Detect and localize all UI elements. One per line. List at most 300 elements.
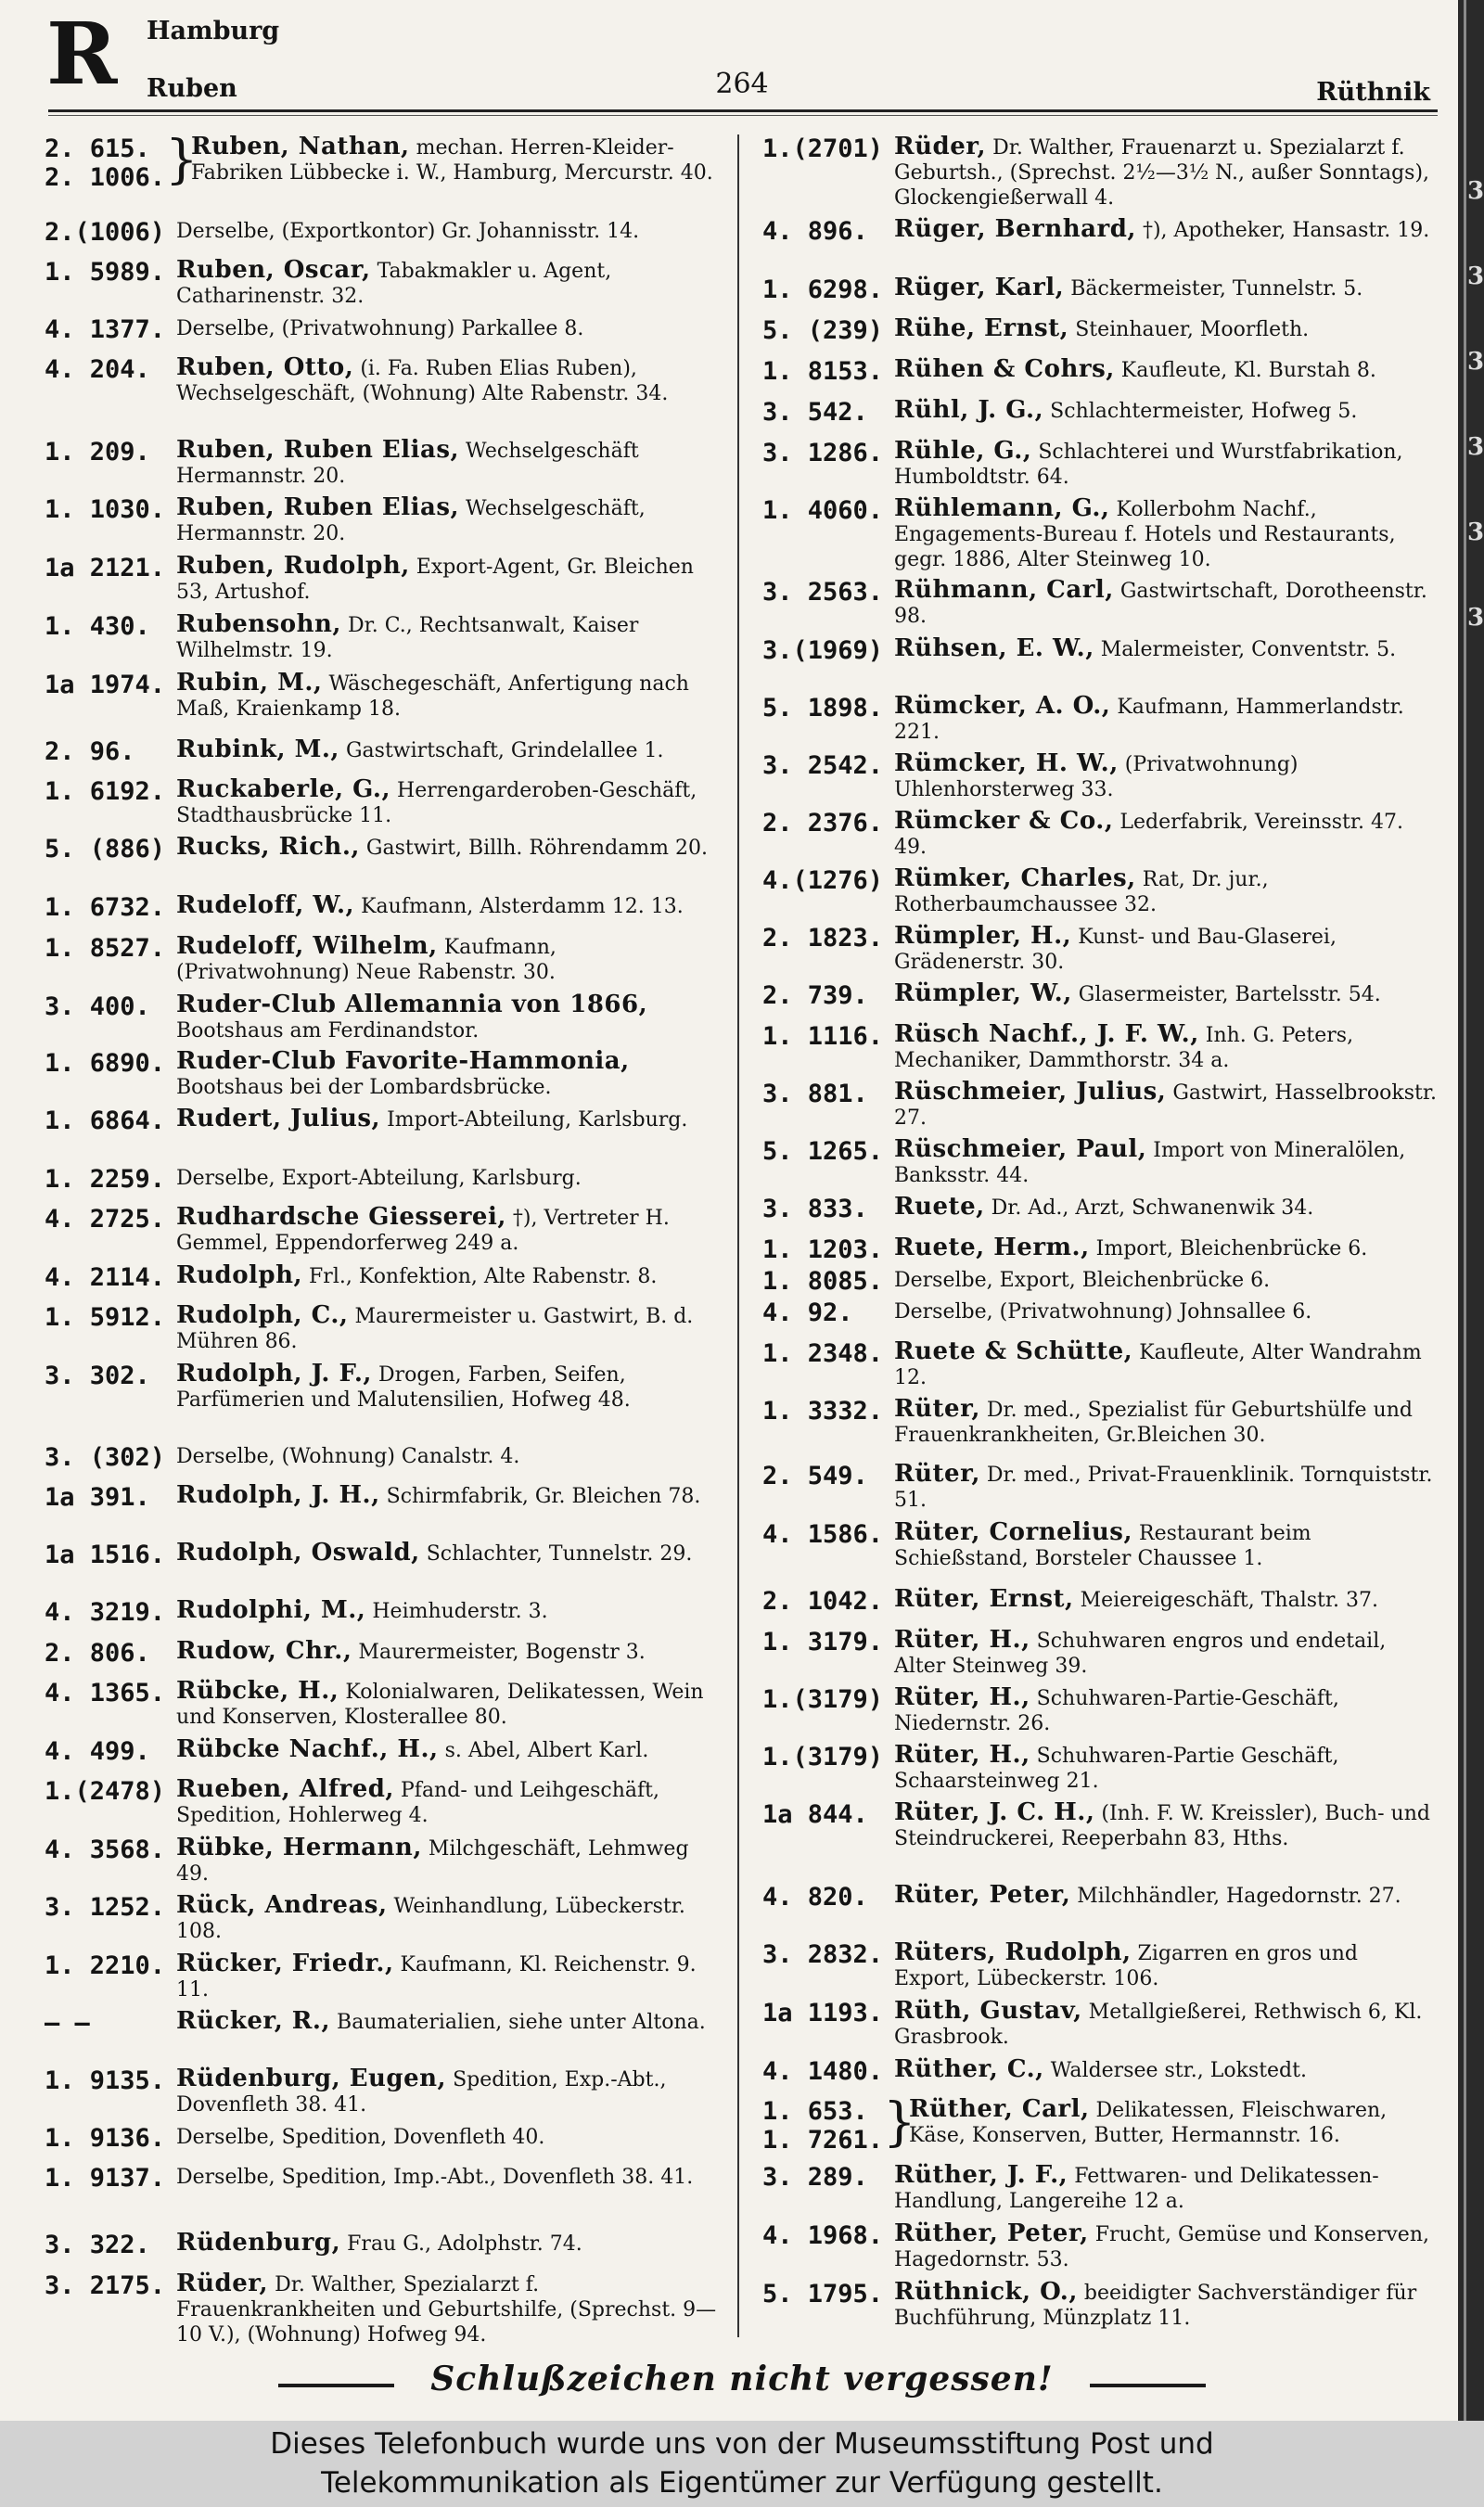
entry-text xyxy=(894,316,1438,342)
entry-text xyxy=(894,2221,1438,2272)
entry-name: Rümker, Charles, xyxy=(894,864,1136,892)
phone-number xyxy=(762,1339,905,1368)
phone-number xyxy=(762,1462,905,1490)
phone-number xyxy=(762,2163,905,2192)
phone-number-line: 1. 9136. xyxy=(45,2124,166,2153)
entry-text xyxy=(894,924,1438,975)
phone-number-line: 3. 2832. xyxy=(762,1940,884,1969)
entry-text xyxy=(894,2163,1438,2214)
phone-number xyxy=(762,1235,905,1264)
entry-name: Ruben, Ruben Elias, xyxy=(176,493,460,521)
footer-rule-right xyxy=(1090,2384,1206,2387)
entry-details: mechan. Herren-Kleider-Fabriken Lübbecke i. W., Hamburg, Mercurstr. 40. xyxy=(191,136,713,185)
entry-text xyxy=(176,835,720,861)
phone-number-line: 4. 896. xyxy=(762,217,868,246)
entry-text xyxy=(176,1679,720,1730)
phone-number-line: 2. 739. xyxy=(762,981,868,1010)
phone-number-line: 5. 1898. xyxy=(762,694,884,723)
phone-number xyxy=(45,1483,187,1512)
entry-name: Rubin, M., xyxy=(176,669,323,697)
phone-number xyxy=(762,1195,905,1223)
phone-number-line: 1. 8527. xyxy=(45,934,166,963)
footer-slogan: Schlußzeichen nicht vergessen! xyxy=(430,2360,1054,2398)
entry-details: Milchgeschäft, Lehmweg 49. xyxy=(176,1837,689,1886)
entry-details: Kaufmann, (Privatwohnung) Neue Rabenstr. 30. xyxy=(176,936,556,984)
entry-text xyxy=(176,1777,720,1828)
entry-details: Rat, Dr. jur., Rotherbaumchaussee 32. xyxy=(894,868,1269,916)
entry-details: Spedition, Exp.-Abt., Dovenfleth 38. 41. xyxy=(176,2068,667,2117)
phone-number-line: 5. 1265. xyxy=(762,1137,884,1166)
entry-text xyxy=(176,992,720,1043)
phone-number-line: 2. 1823. xyxy=(762,924,884,953)
phone-number-line: 2. 1042. xyxy=(762,1587,884,1616)
entry-text xyxy=(176,1049,720,1100)
phone-number-line: 1. 4060. xyxy=(762,496,884,525)
entry-text xyxy=(176,1483,720,1509)
entry-name: Rüsch Nachf., J. F. W., xyxy=(894,1020,1199,1048)
entry-name: Rubink, M., xyxy=(176,735,339,763)
entry-details: Derselbe, Export-Abteilung, Karlsburg. xyxy=(176,1167,582,1190)
entry-name: Rüter, xyxy=(894,1395,980,1423)
phone-number xyxy=(762,1743,905,1772)
entry-details: Schlachter, Tunnelstr. 29. xyxy=(426,1542,693,1566)
phone-number-line: 1a 1193. xyxy=(762,1999,884,2027)
entry-details: †), Vertreter H. Gemmel, Eppendorferweg 249 a. xyxy=(176,1207,670,1255)
phone-number-line: 3. 1286. xyxy=(762,439,884,467)
entry-text xyxy=(894,1235,1438,1261)
entry-text xyxy=(176,2271,720,2347)
entry-name: Rudolph, xyxy=(176,1261,303,1289)
phone-number xyxy=(45,893,187,922)
entry-text xyxy=(176,355,720,406)
phone-number xyxy=(762,694,905,723)
phone-number xyxy=(762,2221,905,2250)
entry-text xyxy=(176,1303,720,1354)
phone-number-line: 3. 322. xyxy=(45,2231,150,2259)
phone-number xyxy=(762,217,905,246)
phone-number-line: 1. 3332. xyxy=(762,1397,884,1426)
entry-details: Kaufmann, Alsterdamm 12. 13. xyxy=(361,895,684,918)
entry-details: Derselbe, (Privatwohnung) Parkallee 8. xyxy=(176,317,584,340)
phone-number xyxy=(45,1303,187,1332)
entry-text xyxy=(894,981,1438,1007)
phone-number-line: 1. 9135. xyxy=(45,2066,166,2095)
entry-details: Maurermeister, Bogenstr 3. xyxy=(358,1641,646,1664)
entry-details: Lederfabrik, Vereinsstr. 47. 49. xyxy=(894,811,1403,859)
entry-name: Rümpler, H., xyxy=(894,922,1072,950)
phone-number-line: — — xyxy=(45,2009,90,2038)
phone-number xyxy=(45,612,187,641)
phone-number xyxy=(45,1205,187,1234)
phone-number xyxy=(762,636,905,665)
entry-text xyxy=(176,893,720,919)
entry-text xyxy=(894,636,1438,662)
entry-text xyxy=(894,2057,1438,2083)
entry-text xyxy=(894,1339,1438,1390)
phone-number-line: 4. 1377. xyxy=(45,315,166,344)
phone-number-line: 5. (886) xyxy=(45,835,166,863)
phone-number xyxy=(45,1541,187,1569)
entry-name: Rubensohn, xyxy=(176,610,341,638)
phone-number xyxy=(762,1999,905,2027)
entry-name: Rucks, Rich., xyxy=(176,833,360,861)
entry-text xyxy=(894,2280,1438,2331)
phone-number xyxy=(762,439,905,467)
entry-name: Rühle, G., xyxy=(894,437,1032,465)
entry-text xyxy=(894,1587,1438,1613)
entry-details: Glasermeister, Bartelsstr. 54. xyxy=(1078,983,1381,1006)
entry-details: s. Abel, Albert Karl. xyxy=(444,1739,649,1762)
phone-number-line: 3. 833. xyxy=(762,1195,868,1223)
phone-number-line: 4. 1480. xyxy=(762,2057,884,2086)
phone-number-line: 1a 1974. xyxy=(45,671,166,699)
phone-number xyxy=(762,1587,905,1616)
page-number: 264 xyxy=(715,68,769,100)
phone-number-line: 4. 3219. xyxy=(45,1598,166,1627)
phone-number-line: 4.(1276) xyxy=(762,866,884,895)
phone-number xyxy=(45,1049,187,1078)
entry-name: Rüter, J. C. H., xyxy=(894,1798,1095,1826)
section-letter: R xyxy=(46,4,118,104)
header-range-from: Ruben xyxy=(147,74,237,103)
phone-number-line: 2. 2376. xyxy=(762,809,884,838)
entry-details: Drogen, Farben, Seifen, Parfümerien und Malutensilien, Hofweg 48. xyxy=(176,1363,631,1412)
phone-number xyxy=(45,218,187,247)
entry-text xyxy=(894,1800,1438,1851)
entry-name: Rüdenburg, xyxy=(176,2229,341,2257)
entry-name: Rüter, H., xyxy=(894,1626,1030,1654)
entry-text xyxy=(894,1462,1438,1513)
entry-text xyxy=(176,1106,720,1132)
entry-text xyxy=(176,777,720,828)
entry-text xyxy=(176,1443,720,1469)
phone-number xyxy=(762,2057,905,2086)
phone-number xyxy=(45,2066,187,2095)
adjacent-page-edge: 3 3 3 3 3 3 xyxy=(1467,177,1484,632)
phone-number-line: 2. 806. xyxy=(45,1639,150,1668)
phone-number xyxy=(45,315,187,344)
entry-text xyxy=(894,275,1438,301)
entry-details: Import von Mineralölen, Banksstr. 44. xyxy=(894,1139,1406,1187)
phone-number-line: 1. 5989. xyxy=(45,258,166,287)
entry-text xyxy=(176,438,720,489)
phone-number-line: 1.(2701) xyxy=(762,134,884,163)
entry-text xyxy=(894,1520,1438,1571)
phone-number xyxy=(762,316,905,345)
header-range-to: Rüthnik xyxy=(1316,78,1430,107)
entry-name: Ruben, Nathan, xyxy=(191,133,410,160)
entry-name: Ruete, xyxy=(894,1193,985,1221)
entry-name: Rudow, Chr., xyxy=(176,1637,352,1665)
phone-number-line: 3. 2563. xyxy=(762,578,884,607)
entry-text xyxy=(176,671,720,722)
phone-number xyxy=(762,1137,905,1166)
phone-number-line: 1. 1116. xyxy=(762,1022,884,1051)
phone-number xyxy=(45,438,187,467)
entry-name: Rück, Andreas, xyxy=(176,1891,388,1919)
phone-number xyxy=(45,1835,187,1864)
entry-name: Rudeloff, W., xyxy=(176,891,355,919)
phone-number xyxy=(45,1362,187,1390)
entry-details: Waldersee str., Lokstedt. xyxy=(1050,2059,1307,2082)
entry-text xyxy=(176,1951,720,2002)
caption-line-2: Telekommunikation als Eigentümer zur Verfügung gestellt. xyxy=(321,2466,1163,2500)
caption-line-1: Dieses Telefonbuch wurde uns von der Museumsstiftung Post und xyxy=(270,2427,1214,2461)
entry-details: beeidigter Sachverständiger für Buchführung, Münzplatz 11. xyxy=(894,2282,1417,2330)
entry-text xyxy=(894,134,1438,211)
phone-number xyxy=(45,992,187,1021)
phone-number xyxy=(45,2164,187,2193)
entry-details: Derselbe, Spedition, Imp.-Abt., Dovenfleth 38. 41. xyxy=(176,2166,694,2189)
entry-name: Rüter, xyxy=(894,1460,980,1488)
entry-name: Rüter, Cornelius, xyxy=(894,1518,1132,1546)
entry-name: Rüter, H., xyxy=(894,1741,1030,1769)
phone-number xyxy=(762,134,905,163)
entry-name: Rümcker, H. W., xyxy=(894,749,1119,777)
phone-number xyxy=(45,2009,187,2038)
phone-number xyxy=(45,2271,187,2300)
entry-name: Rudolphi, M., xyxy=(176,1596,366,1624)
entry-details: Schlachterei und Wurstfabrikation, Humboldtstr. 64. xyxy=(894,441,1403,489)
entry-name: Ruete & Schütte, xyxy=(894,1337,1133,1365)
entry-details: Heimhuderstr. 3. xyxy=(372,1600,548,1623)
phone-number xyxy=(762,1267,905,1296)
entry-text xyxy=(176,1165,720,1191)
entry-text xyxy=(909,2097,1438,2148)
entry-details: Herrengarderoben-Geschäft, Stadthausbrücke 11. xyxy=(176,779,697,827)
entry-name: Rühlemann, G., xyxy=(894,494,1110,522)
entry-text xyxy=(176,934,720,985)
entry-text xyxy=(176,1541,720,1567)
phone-number-line: 4. 2725. xyxy=(45,1205,166,1234)
entry-name: Rüthnick, O., xyxy=(894,2278,1078,2306)
entry-name: Rüters, Rudolph, xyxy=(894,1938,1132,1966)
entry-details: Derselbe, Export, Bleichenbrücke 6. xyxy=(894,1269,1271,1292)
phone-number xyxy=(762,1800,905,1829)
entry-name: Rümcker & Co., xyxy=(894,807,1114,835)
entry-details: Pfand- und Leihgeschäft, Spedition, Hohlerweg 4. xyxy=(176,1779,659,1827)
phone-number xyxy=(762,1022,905,1051)
phone-number xyxy=(45,1598,187,1627)
phone-number-line: 1. 9137. xyxy=(45,2164,166,2193)
entry-details: Maurermeister u. Gastwirt, B. d. Mühren 86. xyxy=(176,1305,694,1353)
phone-number-line: 1a 1516. xyxy=(45,1541,166,1569)
entry-text xyxy=(894,217,1438,243)
entry-text xyxy=(176,258,720,309)
entry-details: Inh. G. Peters, Mechaniker, Dammthorstr. 34 a. xyxy=(894,1024,1354,1072)
entry-name: Rüter, Ernst, xyxy=(894,1585,1074,1613)
entry-name: Rümpler, W., xyxy=(894,979,1072,1007)
phone-number-line: 5. 1795. xyxy=(762,2280,884,2309)
entry-text xyxy=(176,554,720,605)
phone-number xyxy=(45,355,187,384)
entry-name: Rübcke, H., xyxy=(176,1677,339,1705)
phone-number-line: 1. 8153. xyxy=(762,357,884,386)
phone-number xyxy=(45,1951,187,1980)
entry-text xyxy=(894,751,1438,802)
entry-details: Restaurant beim Schießstand, Borsteler Chaussee 1. xyxy=(894,1522,1311,1570)
entry-text xyxy=(894,578,1438,629)
entry-details: Wechselgeschäft Hermannstr. 20. xyxy=(176,440,639,488)
entry-details: Gastwirtschaft, Dorotheenstr. 98. xyxy=(894,580,1427,628)
header-rule-thin xyxy=(48,115,1438,116)
entry-details: Import-Abteilung, Karlsburg. xyxy=(387,1108,688,1132)
entry-name: Rühmann, Carl, xyxy=(894,576,1114,604)
entry-name: Rübcke Nachf., H., xyxy=(176,1735,439,1763)
entry-text xyxy=(894,439,1438,490)
entry-name: Ruben, Otto, xyxy=(176,353,354,381)
phone-number-line: 3. 289. xyxy=(762,2163,868,2192)
entry-name: Ruder-Club Allemannia von 1866, xyxy=(176,991,648,1018)
entry-text xyxy=(176,1263,720,1289)
entry-details: Bootshaus am Ferdinandstor. xyxy=(176,1019,480,1042)
entry-name: Rudhardsche Giesserei, xyxy=(176,1203,506,1231)
entry-text xyxy=(894,1022,1438,1073)
entry-name: Rühsen, E. W., xyxy=(894,634,1094,662)
entry-name: Rühen & Cohrs, xyxy=(894,355,1115,383)
entry-name: Rudolph, C., xyxy=(176,1301,349,1329)
entry-details: Frucht, Gemüse und Konserven, Hagedornstr. 53. xyxy=(894,2223,1429,2271)
phone-number-line: 3. (302) xyxy=(45,1443,166,1472)
header-rule xyxy=(48,109,1438,112)
entry-text xyxy=(176,315,720,341)
phone-number-line: 2.(1006) xyxy=(45,218,166,247)
entry-name: Rudolph, J. F., xyxy=(176,1360,372,1388)
phone-number xyxy=(762,496,905,525)
entry-text xyxy=(176,2231,720,2257)
phone-number xyxy=(762,924,905,953)
entry-text xyxy=(894,357,1438,383)
phone-number-line: 1.(2478) xyxy=(45,1777,166,1806)
phone-number xyxy=(762,1628,905,1656)
entry-name: Rudolph, J. H., xyxy=(176,1481,380,1509)
phone-number-line: 1. 6890. xyxy=(45,1049,166,1078)
entry-details: Kunst- und Bau-Glaserei, Grädenerstr. 30. xyxy=(894,926,1337,974)
phone-number-line: 3. 881. xyxy=(762,1080,868,1108)
phone-number-line: 4. 820. xyxy=(762,1883,868,1912)
entry-name: Rücker, Friedr., xyxy=(176,1950,394,1977)
entry-text xyxy=(894,1999,1438,2050)
phone-number xyxy=(45,1443,187,1472)
entry-text xyxy=(894,1298,1438,1324)
entry-text xyxy=(176,495,720,546)
phone-number-line: 1. 8085. xyxy=(762,1267,884,1296)
phone-number-line: 1. 5912. xyxy=(45,1303,166,1332)
phone-number xyxy=(45,1737,187,1766)
entry-name: Rüth, Gustav, xyxy=(894,1997,1082,2025)
phone-number xyxy=(45,2124,187,2153)
entry-details: Kolonialwaren, Delikatessen, Wein und Konserven, Klosterallee 80. xyxy=(176,1681,704,1729)
entry-details: Dr. Walther, Spezialarzt f. Frauenkrankheiten und Geburtshilfe, (Sprechst. 9—10 V.), (Wohnung) Hofweg 94. xyxy=(176,2273,717,2347)
phone-number-line: 1. 6192. xyxy=(45,777,166,806)
entry-text xyxy=(176,1639,720,1665)
entry-details: Bootshaus bei der Lombardsbrücke. xyxy=(176,1076,552,1099)
entry-text xyxy=(176,2009,720,2035)
entry-text xyxy=(894,1080,1438,1131)
phone-number-line: 1. 430. xyxy=(45,612,150,641)
phone-number xyxy=(45,934,187,963)
entry-name: Rühe, Ernst, xyxy=(894,314,1069,342)
entry-details: Derselbe, Spedition, Dovenfleth 40. xyxy=(176,2126,545,2149)
phone-number xyxy=(762,275,905,304)
phone-number-line: 3.(1969) xyxy=(762,636,884,665)
phone-number-line: 4. 92. xyxy=(762,1298,853,1327)
entry-details: Delikatessen, Fleischwaren, Käse, Konserven, Butter, Hermannstr. 16. xyxy=(909,2099,1388,2147)
entry-details: Baumaterialien, siehe unter Altona. xyxy=(337,2011,706,2034)
phone-number-line: 3. 2542. xyxy=(762,751,884,780)
entry-text xyxy=(894,1883,1438,1909)
entry-text xyxy=(894,496,1438,572)
entry-details: Kaufmann, Kl. Reichenstr. 9. 11. xyxy=(176,1953,697,2002)
entry-name: Rühl, J. G., xyxy=(894,396,1044,424)
phone-number xyxy=(45,777,187,806)
entry-details: Dr. med., Spezialist für Geburtshülfe und Frauenkrankheiten, Gr.Bleichen 30. xyxy=(894,1399,1413,1447)
entry-details: Malermeister, Conventstr. 5. xyxy=(1100,638,1397,661)
phone-number xyxy=(45,1165,187,1194)
entry-text xyxy=(894,1397,1438,1448)
phone-number-line: 1. 2259. xyxy=(45,1165,166,1194)
entry-details: Gastwirt, Hasselbrookstr. 27. xyxy=(894,1081,1437,1130)
entry-details: Derselbe, (Wohnung) Canalstr. 4. xyxy=(176,1445,520,1468)
entry-name: Ruckaberle, G., xyxy=(176,775,391,803)
entry-text xyxy=(894,1743,1438,1794)
entry-name: Rüther, C., xyxy=(894,2055,1044,2083)
entry-name: Rüther, J. F., xyxy=(894,2161,1068,2189)
phone-number xyxy=(762,398,905,427)
entry-details: †), Apotheker, Hansastr. 19. xyxy=(1142,219,1430,242)
phone-number xyxy=(762,866,905,895)
phone-number-line: 4. 204. xyxy=(45,355,150,384)
entry-text xyxy=(176,1598,720,1624)
phone-number-line: 1a 2121. xyxy=(45,554,166,582)
phone-number xyxy=(45,1679,187,1708)
phone-number-line: 1. 1203. xyxy=(762,1235,884,1264)
entry-text xyxy=(176,737,720,763)
entry-text xyxy=(894,694,1438,745)
phone-number-line: 2. 615. xyxy=(45,134,150,163)
entry-details: Meiereigeschäft, Thalstr. 37. xyxy=(1080,1589,1378,1612)
phone-number xyxy=(762,578,905,607)
phone-number-line: 1.(3179) xyxy=(762,1743,884,1772)
entry-details: Fettwaren- und Delikatessen-Handlung, Langereihe 12 a. xyxy=(894,2165,1379,2213)
entry-details: Schuhwaren-Partie-Geschäft, Niedernstr. 26. xyxy=(894,1687,1339,1735)
phone-number-line: 3. 400. xyxy=(45,992,150,1021)
entry-details: Frl., Konfektion, Alte Rabenstr. 8. xyxy=(309,1265,658,1288)
entry-details: Schirmfabrik, Gr. Bleichen 78. xyxy=(386,1485,701,1508)
entry-details: Steinhauer, Moorfleth. xyxy=(1075,318,1310,341)
phone-number-line: 1. 6732. xyxy=(45,893,166,922)
phone-number-line: 3. 542. xyxy=(762,398,868,427)
entry-details: (i. Fa. Ruben Elias Ruben), Wechselgeschäft, (Wohnung) Alte Rabenstr. 34. xyxy=(176,357,669,405)
entry-name: Rueben, Alfred, xyxy=(176,1775,394,1803)
entry-name: Rüter, Peter, xyxy=(894,1881,1071,1909)
entry-details: Weinhandlung, Lübeckerstr. 108. xyxy=(176,1895,685,1943)
entry-text xyxy=(894,1267,1438,1293)
entry-details: Gastwirt, Billh. Röhrendamm 20. xyxy=(365,837,708,860)
entry-text xyxy=(176,1737,720,1763)
phone-number xyxy=(45,1639,187,1668)
entry-name: Rüger, Bernhard, xyxy=(894,215,1136,243)
phone-number xyxy=(45,835,187,863)
entry-name: Rüther, Peter, xyxy=(894,2219,1089,2247)
entry-text xyxy=(176,1205,720,1256)
phone-number-line: 1. 653. xyxy=(762,2097,868,2126)
entry-details: Frau G., Adolphstr. 74. xyxy=(347,2232,582,2256)
phone-number xyxy=(45,1106,187,1135)
phone-number xyxy=(762,1298,905,1327)
entry-details: Kaufmann, Hammerlandstr. 221. xyxy=(894,696,1404,744)
phone-number xyxy=(45,737,187,766)
